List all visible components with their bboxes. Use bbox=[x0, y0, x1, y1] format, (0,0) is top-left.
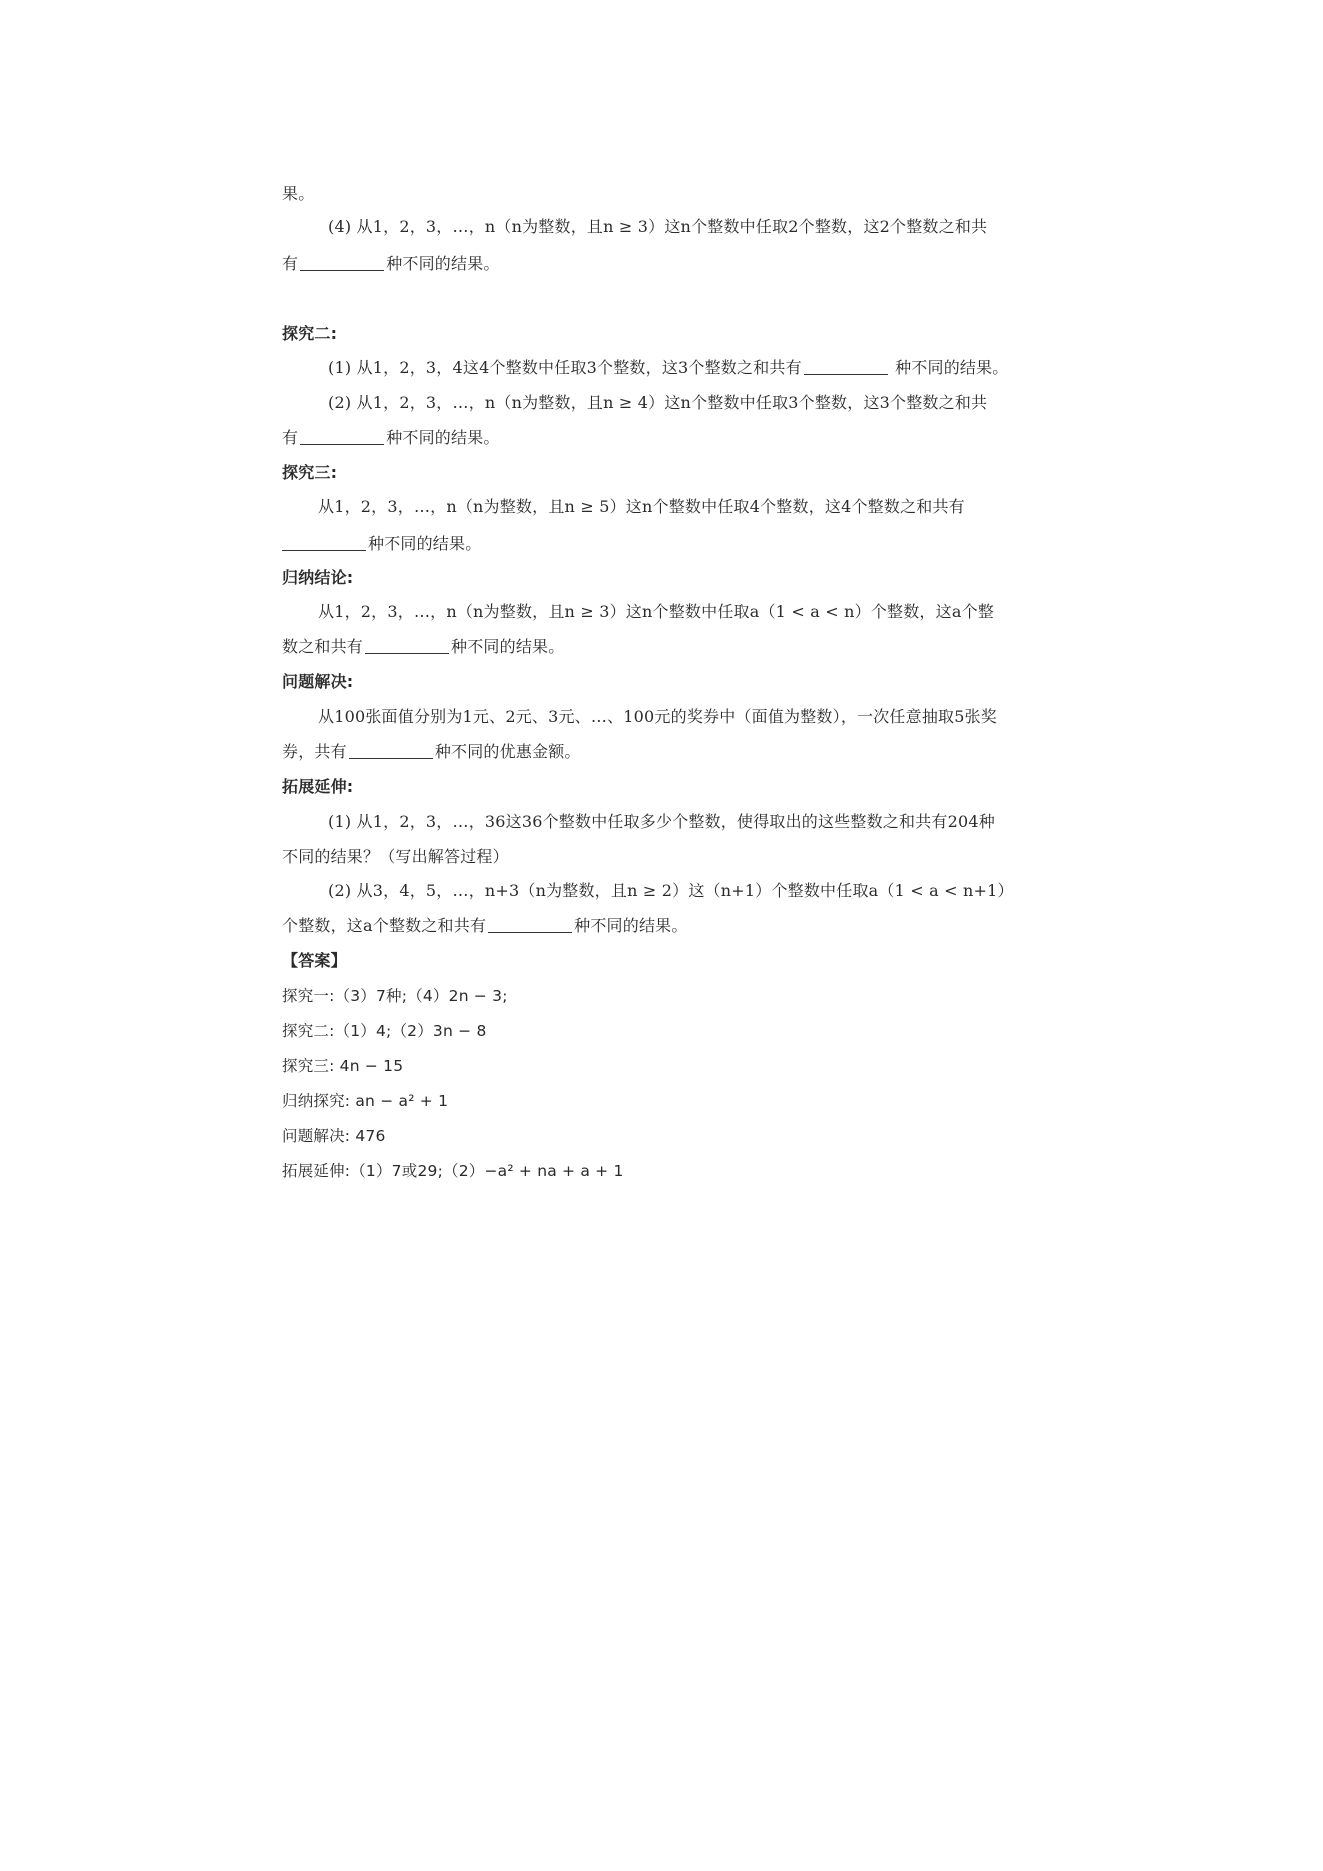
explore-two-item-2 bbox=[282, 392, 1027, 414]
explore-one-item-4 bbox=[282, 216, 1027, 238]
text-run: 有 bbox=[282, 254, 299, 273]
paragraph-continuation bbox=[282, 183, 1027, 205]
answer-text: 拓展延伸:（1）7或29;（2）−a² + na + a + 1 bbox=[282, 1162, 624, 1180]
text-run: (4) 从1，2，3，…，n（n为整数，且n ≥ 3）这n个整数中任取2个整数，这2个整数之和共 bbox=[328, 217, 988, 236]
answer-explore-one bbox=[282, 985, 1027, 1007]
answer-blank[interactable] bbox=[349, 742, 433, 759]
section-heading-explore-three bbox=[282, 462, 1027, 484]
text-run: 种不同的结果。 bbox=[386, 254, 500, 273]
heading-text: 归纳结论: bbox=[282, 568, 354, 587]
answer-text: 问题解决: 476 bbox=[282, 1127, 386, 1145]
answers-title bbox=[282, 950, 1027, 972]
text-run: 有 bbox=[282, 428, 299, 447]
problem-solving-text bbox=[282, 706, 1027, 728]
section-heading-extension bbox=[282, 776, 1027, 798]
text-run: 不同的结果？（写出解答过程） bbox=[282, 847, 509, 866]
text-run: (1) 从1，2，3，4这4个整数中任取3个整数，这3个整数之和共有 bbox=[328, 358, 802, 377]
explore-two-item-2-cont bbox=[282, 427, 1027, 449]
section-heading-conclusion bbox=[282, 567, 1027, 589]
heading-text: 【答案】 bbox=[282, 951, 347, 970]
answer-blank[interactable] bbox=[300, 428, 384, 445]
text-run: 果。 bbox=[282, 184, 315, 203]
heading-text: 拓展延伸: bbox=[282, 777, 354, 796]
text-run: 种不同的结果。 bbox=[895, 358, 1009, 377]
answer-text: 探究一:（3）7种;（4）2n − 3; bbox=[282, 987, 508, 1005]
text-run: 个整数，这a个整数之和共有 bbox=[282, 916, 487, 935]
answer-blank[interactable] bbox=[282, 534, 366, 551]
conclusion-text-cont bbox=[282, 636, 1027, 658]
text-run: 种不同的结果。 bbox=[368, 534, 482, 553]
answer-extension bbox=[282, 1160, 1027, 1182]
answer-text: 归纳探究: an − a² + 1 bbox=[282, 1092, 449, 1110]
heading-text: 探究三: bbox=[282, 463, 338, 482]
text-run: 从100张面值分别为1元、2元、3元、…、100元的奖券中（面值为整数），一次任意抽取5张奖 bbox=[318, 707, 997, 726]
answer-explore-three bbox=[282, 1055, 1027, 1077]
text-run: 从1，2，3，…，n（n为整数，且n ≥ 5）这n个整数中任取4个整数，这4个整数之和共有 bbox=[318, 497, 965, 516]
text-run: 数之和共有 bbox=[282, 637, 364, 656]
text-run: 种不同的优惠金额。 bbox=[434, 742, 581, 761]
answer-explore-two bbox=[282, 1020, 1027, 1042]
answer-blank[interactable] bbox=[365, 637, 449, 654]
text-run: (2) 从3，4，5，…，n+3（n为整数，且n ≥ 2）这（n+1）个整数中任取a（1 < a < n+1） bbox=[328, 881, 1014, 900]
text-run: (1) 从1，2，3，…，36这36个整数中任取多少个整数，使得取出的这些整数之和共有204种 bbox=[328, 812, 995, 831]
answer-conclusion bbox=[282, 1090, 1027, 1112]
heading-text: 问题解决: bbox=[282, 672, 354, 691]
document-page bbox=[282, 0, 1027, 1871]
text-run: 种不同的结果。 bbox=[451, 637, 565, 656]
section-heading-explore-two bbox=[282, 323, 1027, 345]
extension-item-2-cont bbox=[282, 915, 1027, 937]
extension-item-1-cont bbox=[282, 846, 1027, 868]
text-run: 券，共有 bbox=[282, 742, 347, 761]
explore-three-text-cont bbox=[282, 533, 1027, 555]
text-run: 种不同的结果。 bbox=[574, 916, 688, 935]
text-run: (2) 从1，2，3，…，n（n为整数，且n ≥ 4）这n个整数中任取3个整数，这3个整数之和共 bbox=[328, 393, 988, 412]
text-run: 从1，2，3，…，n（n为整数，且n ≥ 3）这n个整数中任取a（1 < a < n）个整数，这a个整 bbox=[318, 602, 994, 621]
heading-text: 探究二: bbox=[282, 324, 338, 343]
explore-two-item-1 bbox=[282, 357, 1027, 379]
answer-text: 探究三: 4n − 15 bbox=[282, 1057, 404, 1075]
answer-blank[interactable] bbox=[488, 916, 572, 933]
extension-item-2 bbox=[282, 880, 1027, 902]
answer-problem-solving bbox=[282, 1125, 1027, 1147]
answer-blank[interactable] bbox=[300, 254, 384, 271]
explore-three-text bbox=[282, 496, 1027, 518]
conclusion-text bbox=[282, 601, 1027, 623]
text-run: 种不同的结果。 bbox=[386, 428, 500, 447]
section-heading-problem-solving bbox=[282, 671, 1027, 693]
extension-item-1 bbox=[282, 811, 1027, 833]
problem-solving-text-cont bbox=[282, 741, 1027, 763]
answer-text: 探究二:（1）4;（2）3n − 8 bbox=[282, 1022, 487, 1040]
explore-one-item-4-cont bbox=[282, 253, 1027, 275]
answer-blank[interactable] bbox=[804, 358, 888, 375]
